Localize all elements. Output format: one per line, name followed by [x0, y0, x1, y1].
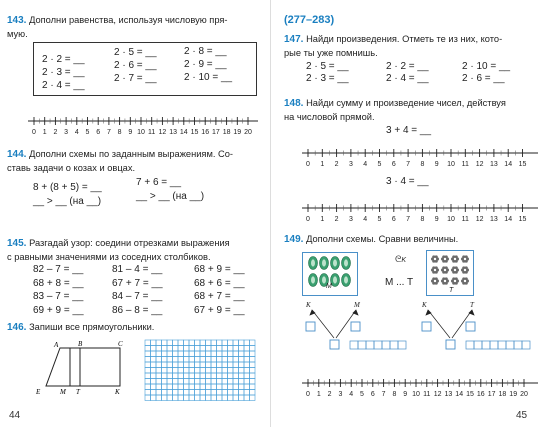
product-expression-148[interactable]: 3 · 4 = __: [386, 176, 429, 187]
number-line-tick-label: 5: [85, 129, 90, 136]
number-line-tick-label: 13: [490, 216, 498, 223]
page-spine: [270, 0, 271, 427]
number-line-tick-label: 1: [320, 216, 325, 223]
number-line-0-20-right[interactable]: [302, 375, 538, 399]
answer-grid-146[interactable]: [144, 339, 256, 401]
number-line-tick-label: 8: [392, 391, 397, 398]
lesson-range: (277–283): [284, 14, 335, 26]
task-147-heading: 147. Найди произведения. Отметь те из них, кото- рые ты уже помнишь.: [284, 34, 503, 58]
svg-text:T: T: [76, 388, 80, 396]
equation-column-3: [184, 45, 232, 84]
number-line-tick-label: 7: [406, 216, 411, 223]
svg-text:E: E: [36, 388, 41, 396]
expression-144-2[interactable]: 7 + 6 = __: [136, 177, 182, 188]
number-line-tick-label: 11: [148, 129, 156, 136]
number-line-0-15-sum[interactable]: [302, 145, 538, 169]
number-line-tick-label: 2: [327, 391, 332, 398]
equation[interactable]: 2 · 8 = __: [184, 46, 227, 57]
number-line-tick-label: 8: [420, 216, 425, 223]
number-line-tick-label: 15: [190, 129, 199, 136]
task-144-heading: 144. Дополни схемы по заданным выражениям. Со- ставь задачи о козах и овцах.: [7, 149, 233, 173]
number-line-tick-label: 1: [42, 129, 47, 136]
number-line-tick-label: 3: [64, 129, 69, 136]
number-line-tick-label: 11: [461, 161, 469, 168]
task-number: 144.: [7, 149, 27, 160]
number-line-tick-label: 8: [117, 129, 122, 136]
expression[interactable]: 67 + 9 = __: [194, 304, 245, 316]
number-line-tick-label: 3: [348, 161, 353, 168]
number-line-tick-label: 14: [504, 161, 513, 168]
expression[interactable]: 81 – 4 = __: [112, 264, 163, 275]
svg-text:K: K: [115, 388, 120, 396]
measure-k: ᘓK: [395, 254, 407, 264]
flower-center: [454, 280, 456, 282]
product[interactable]: 2 · 6 = __: [462, 73, 505, 84]
expression[interactable]: 68 + 6 = __: [194, 277, 245, 289]
task-number: 149.: [284, 234, 304, 245]
svg-text:C: C: [118, 340, 123, 348]
number-line-tick-label: 5: [360, 391, 364, 398]
expression[interactable]: 82 – 7 = __: [33, 264, 84, 275]
number-line-tick-label: 10: [447, 216, 455, 223]
flower-center: [454, 269, 456, 271]
number-line-tick-label: 1: [316, 391, 321, 398]
number-line-tick-label: 10: [412, 391, 420, 398]
number-line-tick-label: 14: [179, 129, 188, 136]
expression[interactable]: 86 – 8 = __: [112, 304, 163, 316]
number-line-tick-label: 15: [466, 391, 474, 398]
number-line-tick-label: 14: [455, 391, 464, 398]
scheme-144-1[interactable]: __ > __ (на __): [33, 196, 102, 207]
right-page: [272, 0, 540, 427]
products-147-col1: [306, 61, 349, 85]
number-line-tick-label: 2: [334, 161, 339, 168]
page-number-left: 44: [9, 410, 21, 421]
number-line-tick-label: 13: [490, 161, 498, 168]
number-line-tick-label: 16: [476, 391, 485, 398]
product[interactable]: 2 · 10 = __: [462, 61, 511, 72]
number-line-tick-label: 4: [363, 161, 368, 168]
number-line-tick-label: 5: [377, 216, 382, 223]
task-148-heading: 148. Найди сумму и произведение чисел, действуя на числовой прямой.: [284, 98, 506, 122]
number-line-tick-label: 4: [363, 216, 368, 223]
number-line-tick-label: 7: [381, 391, 386, 398]
compare-expression[interactable]: M ... T: [385, 277, 414, 288]
number-line-tick-label: 18: [222, 129, 231, 136]
scheme-diagrams-149[interactable]: [298, 298, 538, 362]
scheme-144-2[interactable]: __ > __ (на __): [136, 191, 205, 202]
scheme-cell: [398, 341, 406, 349]
flower-center: [464, 269, 466, 271]
expression[interactable]: 68 + 8 = __: [33, 277, 84, 289]
expression[interactable]: 68 + 7 = __: [194, 291, 245, 302]
number-line-tick-label: 1: [320, 161, 325, 168]
number-line-tick-label: 15: [518, 161, 527, 168]
number-line-tick-label: 12: [433, 391, 442, 398]
expression-144-1[interactable]: 8 + (8 + 5) = __: [33, 182, 102, 193]
svg-text:K: K: [306, 301, 311, 309]
svg-text:B: B: [78, 340, 83, 348]
scheme-cell: [366, 341, 374, 349]
number-line-tick-label: 2: [334, 216, 339, 223]
number-line-tick-label: 17: [212, 129, 220, 136]
expression[interactable]: 84 – 7 = __: [112, 291, 163, 302]
task-143-heading: 143. Дополни равенства, используя числовую пря- мую.: [7, 15, 228, 39]
equation[interactable]: 2 · 9 = __: [184, 59, 227, 70]
scheme-cell: [382, 341, 390, 349]
scheme-cell: [522, 341, 530, 349]
number-line-0-20-left[interactable]: [28, 113, 258, 137]
number-line-tick-label: 19: [509, 391, 518, 398]
equation[interactable]: 2 · 3 = __: [42, 67, 85, 78]
product[interactable]: 2 · 4 = __: [386, 73, 429, 84]
svg-text:T: T: [470, 301, 474, 309]
task-149-heading: 149. Дополни схемы. Сравни величины.: [284, 234, 459, 245]
number-line-0-15-product[interactable]: [302, 200, 538, 224]
scheme-cell: [474, 341, 482, 349]
number-line-tick-label: 11: [423, 391, 431, 398]
number-line-tick-label: 13: [444, 391, 453, 398]
number-line-tick-label: 0: [306, 391, 310, 398]
flower-center: [434, 269, 436, 271]
number-line-tick-label: 0: [306, 161, 310, 168]
flower-center: [444, 269, 446, 271]
number-line-tick-label: 7: [406, 161, 411, 168]
number-line-tick-label: 13: [169, 129, 177, 136]
number-line-tick-label: 2: [53, 129, 58, 136]
number-line-tick-label: 20: [520, 391, 528, 398]
equation[interactable]: 2 · 7 = __: [114, 73, 157, 84]
number-line-tick-label: 10: [137, 129, 145, 136]
expressions-145-col2: [112, 263, 163, 317]
number-line-tick-label: 9: [434, 216, 439, 223]
number-line-tick-label: 6: [370, 391, 375, 398]
task-145-heading: 145. Разгадай узор: соедини отрезками выражения с равными значениями из соседних столбиков.: [7, 238, 230, 262]
number-line-tick-label: 9: [434, 161, 439, 168]
flower-center: [464, 280, 466, 282]
task-number: 148.: [284, 98, 304, 109]
scheme-cell: [374, 341, 382, 349]
number-line-tick-label: 15: [518, 216, 527, 223]
task-number: 143.: [7, 15, 27, 26]
scheme-cell: [358, 341, 366, 349]
number-line-tick-label: 3: [338, 391, 343, 398]
equation-column-2: [114, 46, 157, 85]
number-line-tick-label: 9: [403, 391, 408, 398]
number-line-tick-label: 12: [158, 129, 167, 136]
svg-text:A: A: [54, 341, 59, 349]
number-line-tick-label: 9: [128, 129, 133, 136]
scheme-cell: [350, 341, 358, 349]
number-line-tick-label: 20: [244, 129, 252, 136]
number-line-tick-label: 18: [498, 391, 507, 398]
number-line-tick-label: 6: [391, 161, 396, 168]
equation[interactable]: 2 · 4 = __: [42, 80, 85, 91]
number-line-tick-label: 6: [96, 129, 101, 136]
number-line-tick-label: 6: [391, 216, 396, 223]
equations-box-143: [33, 42, 257, 96]
flower-center: [464, 258, 466, 260]
number-line-tick-label: 19: [233, 129, 242, 136]
task-number: 147.: [284, 34, 304, 45]
page-number-right: 45: [516, 410, 528, 421]
scheme-cell: [506, 341, 514, 349]
number-line-tick-label: 4: [349, 391, 354, 398]
number-line-tick-label: 7: [106, 129, 111, 136]
expression[interactable]: 67 + 7 = __: [112, 277, 163, 289]
svg-text:K: K: [422, 301, 427, 309]
number-line-tick-label: 12: [475, 161, 484, 168]
equation-column-1: [42, 53, 85, 92]
equation[interactable]: 2 · 10 = __: [184, 72, 233, 83]
equation[interactable]: 2 · 5 = __: [114, 47, 157, 58]
expressions-145-col3: [194, 263, 245, 317]
number-line-tick-label: 3: [348, 216, 353, 223]
number-line-tick-label: 8: [420, 161, 425, 168]
product[interactable]: 2 · 3 = __: [306, 73, 349, 84]
label-m-box: M: [326, 283, 332, 290]
number-line-tick-label: 16: [201, 129, 210, 136]
expression[interactable]: 69 + 9 = __: [33, 304, 84, 316]
product[interactable]: 2 · 2 = __: [386, 61, 429, 72]
number-line-tick-label: 4: [74, 129, 79, 136]
scheme-cell: [466, 341, 474, 349]
flower-center: [454, 258, 456, 260]
expressions-145-col1: [33, 263, 84, 317]
label-t-box: T: [449, 287, 454, 294]
scheme-cell: [490, 341, 498, 349]
task-number: 145.: [7, 238, 27, 249]
products-147-col2: [386, 61, 429, 85]
number-line-tick-label: 11: [461, 216, 469, 223]
sum-expression-148[interactable]: 3 + 4 = __: [386, 125, 432, 136]
number-line-tick-label: 0: [32, 129, 36, 136]
number-line-tick-label: 5: [377, 161, 382, 168]
expression[interactable]: 83 – 7 = __: [33, 291, 84, 302]
product[interactable]: 2 · 5 = __: [306, 61, 349, 72]
flower-center: [434, 280, 436, 282]
number-line-tick-label: 12: [475, 216, 484, 223]
expression[interactable]: 68 + 9 = __: [194, 264, 245, 275]
equation[interactable]: 2 · 2 = __: [42, 54, 85, 65]
scheme-cell: [482, 341, 490, 349]
svg-text:M: M: [354, 301, 360, 309]
number-line-tick-label: 10: [447, 161, 455, 168]
task-146-heading: 146. Запиши все прямоугольники.: [7, 322, 155, 333]
number-line-tick-label: 0: [306, 216, 310, 223]
scheme-cell: [514, 341, 522, 349]
equation[interactable]: 2 · 6 = __: [114, 60, 157, 71]
number-line-tick-label: 17: [487, 391, 496, 398]
flower-center: [444, 258, 446, 260]
flower-center: [444, 280, 446, 282]
rectangles-figure: [30, 338, 130, 400]
products-147-col3: [462, 61, 510, 85]
scheme-cell: [498, 341, 506, 349]
flower-center: [434, 258, 436, 260]
svg-text:M: M: [60, 388, 66, 396]
number-line-tick-label: 14: [504, 216, 513, 223]
scheme-cell: [390, 341, 398, 349]
task-number: 146.: [7, 322, 27, 333]
